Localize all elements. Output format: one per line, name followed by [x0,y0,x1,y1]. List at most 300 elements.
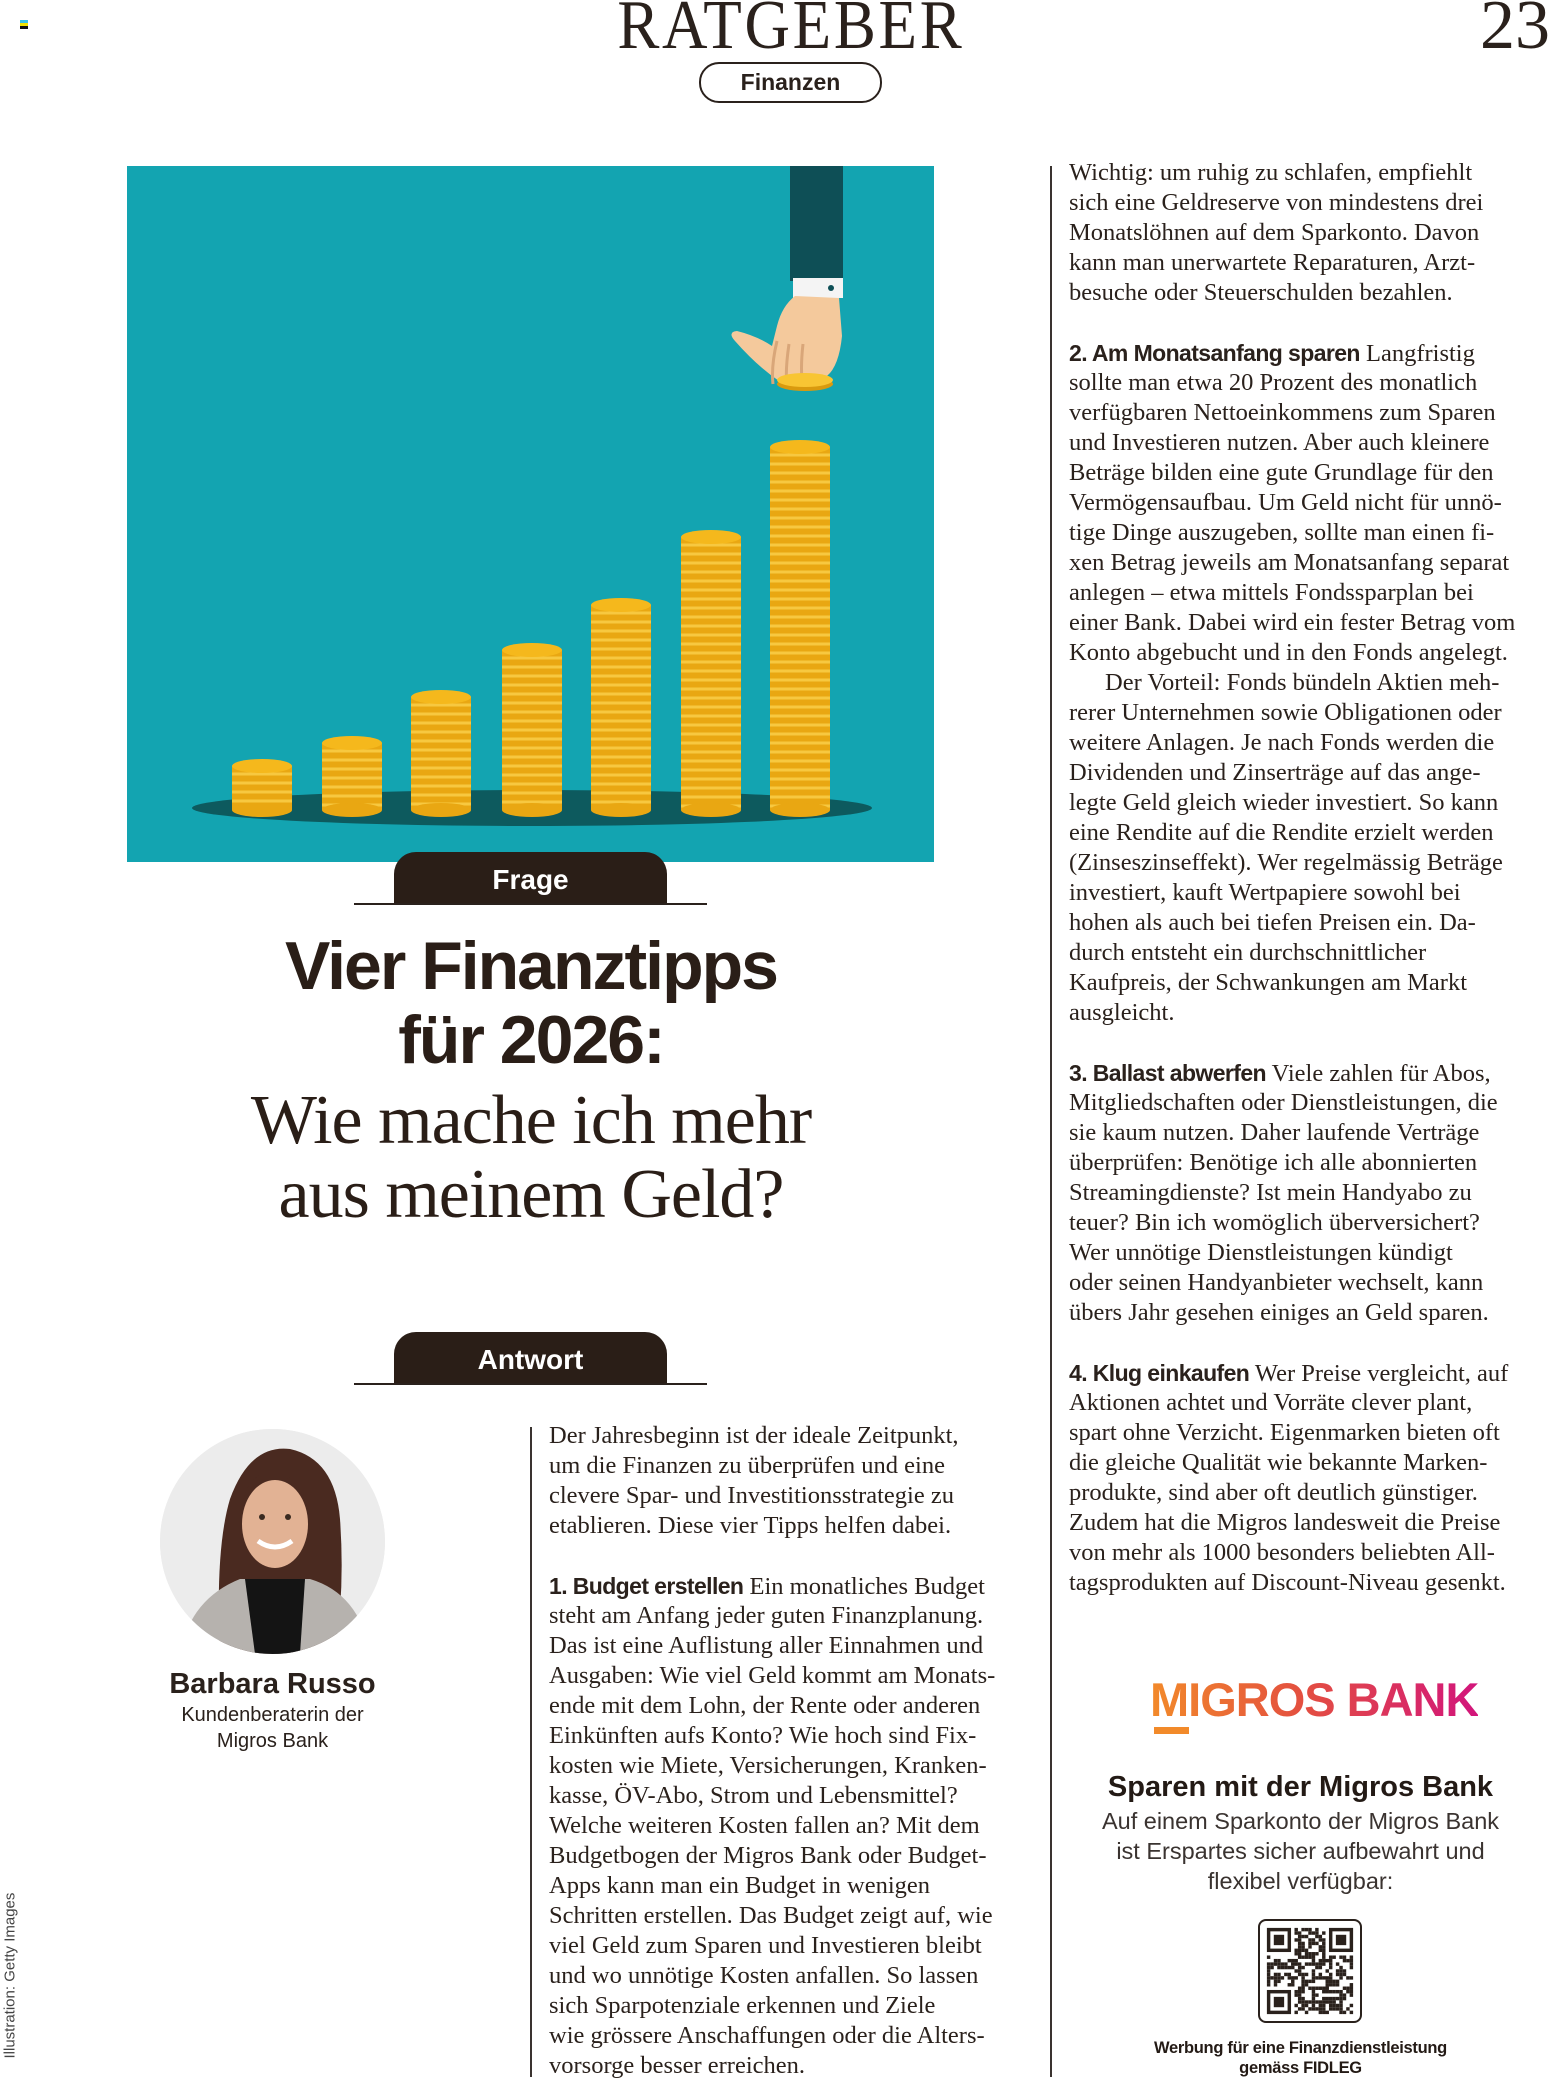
qr-module [1322,1990,1325,1993]
text-line [549,1661,1039,1691]
text-line [1069,158,1550,188]
ad-disclaimer [1051,2038,1550,2078]
text-line-content: Streamingdienste? Ist mein Handyabo zu [1069,1179,1472,1206]
qr-module [1298,1997,1301,2000]
qr-module [1301,1945,1304,1948]
text-line [549,1871,1039,1901]
qr-module [1308,1955,1311,1958]
qr-module [1336,1983,1339,1986]
qr-module [1301,1980,1304,1983]
expert-name: Barbara Russo [169,1668,376,1700]
qr-module [1329,1976,1332,1979]
coin-stack [681,530,741,817]
print-registration-mark [20,20,28,29]
qr-module [1305,1962,1308,1965]
text-line-content: Langfristig [1366,340,1475,367]
qr-module [1298,2000,1301,2003]
qr-module [1298,1966,1301,1969]
qr-module [1288,1973,1291,1976]
qr-module [1322,1997,1325,2000]
qr-module [1281,1976,1284,1979]
qr-module [1298,1955,1301,1958]
qr-module [1315,1962,1318,1965]
text-line-content: hohen als auch bei tiefen Preisen ein. Da- [1069,909,1476,936]
ad-disclaimer-line-2: gemäss FIDLEG [1239,2059,1362,2077]
qr-module [1298,1973,1301,1976]
qr-module [1294,1990,1297,1993]
qr-module [1339,2007,1342,2010]
qr-module [1322,1931,1325,1934]
qr-module [1339,1976,1342,1979]
qr-module [1294,1938,1297,1941]
headline-line-2: für 2026: [398,1002,664,1078]
text-line-content: clevere Spar- und Investitionsstrategie zu [549,1482,954,1509]
qr-module [1301,1935,1304,1938]
text-line-content: legte Geld gleich wieder investiert. So kann [1069,789,1499,816]
ad-text-line: Auf einem Sparkonto der Migros Bank [1101,1808,1500,1834]
qr-module [1312,1955,1315,1958]
migros-bank-logo [1150,1672,1479,1742]
text-line-content: tige Dinge auszugeben, sollte man einen fi- [1069,519,1495,546]
text-line [1069,1148,1550,1178]
image-credit: Illustration: Getty Images [1,1892,19,2059]
text-line-content: von mehr als 1000 besonders beliebten All- [1069,1539,1495,1566]
qr-module [1315,1987,1318,1990]
qr-module [1301,1973,1304,1976]
qr-module [1298,1962,1301,1965]
qr-module [1308,1938,1311,1941]
text-line-content: Schritten erstellen. Das Budget zeigt auf, wie [549,1902,993,1929]
qr-module [1312,1952,1315,1955]
text-line-content: kann man unerwartete Reparaturen, Arzt- [1069,249,1476,276]
text-line [1069,938,1550,968]
qr-module [1281,1966,1284,1969]
qr-module [1308,1952,1311,1955]
text-line-content: xen Betrag jeweils am Monatsanfang separat [1069,549,1510,576]
qr-module [1329,1973,1332,1976]
qr-module [1294,2011,1297,2014]
qr-module [1308,1962,1311,1965]
qr-module [1329,1959,1332,1962]
text-line-content: Wichtig: um ruhig zu schlafen, empfiehlt [1069,159,1473,186]
qr-module [1308,2007,1311,2010]
qr-module [1343,1959,1346,1962]
qr-module [1308,1931,1311,1934]
qr-module [1332,2000,1335,2003]
qr-module [1322,1942,1325,1945]
qr-module [1312,2000,1315,2003]
paragraph-gap [1069,308,1550,338]
text-line [1069,428,1550,458]
qr-module [1319,2000,1322,2003]
text-line [1069,1508,1550,1538]
text-line-content: Dividenden und Zinserträge auf das ange- [1069,759,1481,786]
qr-module [1329,1980,1332,1983]
qr-module [1319,1976,1322,1979]
qr-module [1270,1962,1273,1965]
text-line [1069,518,1550,548]
qr-module [1346,1987,1349,1990]
text-line [1069,218,1550,248]
text-line-content: durch entsteht ein durchschnittlicher [1069,939,1427,966]
text-line-content: tagsprodukten auf Discount-Niveau gesenkt. [1069,1569,1506,1596]
text-line [1069,968,1550,998]
qr-module [1284,1966,1287,1969]
text-line [1069,548,1550,578]
text-line [1069,458,1550,488]
coin-stack [502,643,562,817]
coin-stack [591,598,651,817]
qr-module [1329,1966,1332,1969]
qr-module [1312,1962,1315,1965]
qr-module [1315,1993,1318,1996]
article-column-right [1069,158,1550,1598]
qr-module [1329,2007,1332,2010]
qr-module [1322,2004,1325,2007]
qr-module [1267,1969,1270,1972]
qr-module [1267,1966,1270,1969]
qr-module [1277,1973,1280,1976]
qr-module [1329,1997,1332,2000]
expert-role-line-2: Migros Bank [216,1730,329,1752]
qr-code-icon[interactable] [1258,1919,1362,2023]
qr-module [1315,1966,1318,1969]
ad-text [1051,1806,1550,1896]
qr-module [1326,1980,1329,1983]
qr-module [1312,1993,1315,1996]
text-line [1069,638,1550,668]
text-line [1069,1238,1550,1268]
qr-module [1343,1997,1346,2000]
qr-module [1298,1945,1301,1948]
qr-module [1322,1945,1325,1948]
text-line [1069,1358,1550,1388]
text-line-content: teuer? Bin ich womöglich überversichert? [1069,1209,1480,1236]
qr-module [1315,1928,1318,1931]
qr-module [1294,1962,1297,1965]
text-line [1069,338,1550,368]
qr-module [1350,1962,1353,1965]
qr-module [1339,1966,1342,1969]
ad-heading: Sparen mit der Migros Bank [1107,1771,1494,1803]
text-line [549,1481,1039,1511]
qr-module [1336,2004,1339,2007]
qr-module [1336,1962,1339,1965]
qr-module [1312,2007,1315,2010]
qr-module [1305,1955,1308,1958]
category-badge: Finanzen [699,62,882,103]
qr-module [1336,1980,1339,1983]
qr-module [1305,1952,1308,1955]
qr-module [1343,1993,1346,1996]
tip-heading: 1. Budget erstellen [549,1573,744,1599]
qr-module [1312,1931,1315,1934]
qr-module [1336,1990,1339,1993]
paragraph-gap [549,1541,1039,1571]
text-line [1069,488,1550,518]
qr-module [1274,1973,1277,1976]
subheadline-line-2: aus meinem Geld? [278,1156,784,1233]
qr-module [1332,1997,1335,2000]
text-line-content: etablieren. Diese vier Tipps helfen dabei. [549,1512,952,1539]
text-line [1069,1208,1550,1238]
text-line-content: Mitgliedschaften oder Dienstleistungen, die [1069,1089,1498,1116]
text-line [1069,278,1550,308]
headline-line-1: Vier Finanztipps [285,928,777,1004]
qr-module [1305,1928,1308,1931]
qr-module [1312,1980,1315,1983]
qr-module [1326,1983,1329,1986]
text-line-content: Wer Preise vergleicht, auf [1254,1360,1509,1387]
qr-module [1350,1983,1353,1986]
text-line-content: Apps kann man ein Budget in wenigen [549,1872,931,1899]
text-line-content: sich eine Geldreserve von mindestens drei [1069,189,1484,216]
qr-module [1326,1959,1329,1962]
qr-module [1291,1976,1294,1979]
text-line-content: um die Finanzen zu überprüfen und eine [549,1452,945,1479]
qr-module [1329,1983,1332,1986]
qr-module [1274,1935,1284,1945]
text-line [1069,608,1550,638]
qr-module [1332,1980,1335,1983]
qr-module [1319,1966,1322,1969]
qr-module [1298,1935,1301,1938]
text-line [549,1841,1039,1871]
qr-module [1294,1931,1297,1934]
text-line-content: Kaufpreis, der Schwankungen am Markt [1069,969,1468,996]
qr-module [1294,1993,1297,1996]
qr-module [1267,1980,1270,1983]
qr-module [1319,2011,1322,2014]
qr-module [1288,1976,1291,1979]
qr-module [1346,1959,1349,1962]
qr-module [1308,2000,1311,2003]
text-line-content: überprüfen: Benötige ich alle abonnierten [1069,1149,1478,1176]
text-line-content: Vermögensaufbau. Um Geld nicht für unnö- [1069,489,1502,516]
qr-module [1350,1955,1353,1958]
qr-module [1298,1949,1301,1952]
qr-module [1322,1962,1325,1965]
text-line [1069,1298,1550,1328]
qr-module [1305,2004,1308,2007]
qr-module [1305,1949,1308,1952]
qr-module [1305,2000,1308,2003]
expert-portrait [160,1429,385,1654]
qr-module [1319,1935,1322,1938]
qr-module [1301,2004,1304,2007]
qr-module [1350,1987,1353,1990]
qr-module [1277,1980,1280,1983]
qr-module [1329,2000,1332,2003]
expert-role [100,1702,445,1754]
ad-text-line: flexibel verfügbar: [1207,1868,1394,1894]
text-line [549,1511,1039,1541]
text-line-content: Viele zahlen für Abos, [1271,1060,1491,1087]
text-line-content: Beträge bilden eine gute Grundlage für den [1069,459,1494,486]
qr-module [1312,1997,1315,2000]
qr-module [1294,1952,1297,1955]
qr-module [1277,1959,1280,1962]
qr-module [1267,1976,1270,1979]
qr-module [1315,1976,1318,1979]
qr-module [1294,1928,1297,1931]
qr-module [1343,2011,1346,2014]
qr-module [1322,1938,1325,1941]
text-line [1069,1268,1550,1298]
text-line [549,1721,1039,1751]
divider [354,903,707,905]
qr-module [1343,1973,1346,1976]
text-line-content: Zudem hat die Migros landesweit die Preise [1069,1509,1501,1536]
text-line [549,1751,1039,1781]
text-line-content: Der Vorteil: Fonds bündeln Aktien meh- [1105,669,1500,696]
text-line-content: rerer Unternehmen sowie Obligationen oder [1069,699,1502,726]
qr-module [1291,1983,1294,1986]
tip-heading: 2. Am Monatsanfang sparen [1069,340,1360,366]
qr-module [1322,1949,1325,1952]
qr-module [1336,1935,1346,1945]
qr-module [1319,1987,1322,1990]
qr-module [1308,1987,1311,1990]
text-line-content: investiert, kauft Wertpapiere sowohl bei [1069,879,1461,906]
qr-module [1277,1966,1280,1969]
qr-module [1336,1997,1339,2000]
text-line [549,1991,1039,2021]
text-line [1069,1478,1550,1508]
qr-module [1298,1931,1301,1934]
qr-module [1274,1983,1277,1986]
paragraph-gap [1069,1028,1550,1058]
coin-stack [411,690,471,817]
qr-module [1291,1959,1294,1962]
qr-module [1305,1935,1308,1938]
qr-module [1294,1969,1297,1972]
tip-heading: 4. Klug einkaufen [1069,1360,1250,1386]
text-line [549,1451,1039,1481]
qr-module [1315,2000,1318,2003]
text-line [1069,1058,1550,1088]
text-line-content: ende mit dem Lohn, der Rente oder anderen [549,1692,981,1719]
qr-module [1274,1976,1277,1979]
text-line-content: Einkünften aufs Konto? Wie hoch sind Fix- [549,1722,977,1749]
qr-module [1308,1980,1311,1983]
qr-module [1346,1976,1349,1979]
text-line-content: oder seinen Handyanbieter wechselt, kann [1069,1269,1484,1296]
qr-module [1319,1949,1322,1952]
ad-text-line: ist Erspartes sicher aufbewahrt und [1116,1838,1485,1864]
text-line [1069,248,1550,278]
text-line [1069,188,1550,218]
text-line [549,1961,1039,1991]
text-line [549,1811,1039,1841]
qr-module [1312,1973,1315,1976]
qr-module [1343,1955,1346,1958]
text-line-content: Konto abgebucht und in den Fonds angelegt. [1069,639,1508,666]
text-line [549,1571,1039,1601]
qr-module [1350,1990,1353,1993]
qr-module [1343,1969,1346,1972]
qr-module [1332,2007,1335,2010]
subheadline-line-1: Wie mache ich mehr [250,1082,812,1159]
coin-stack [232,759,292,817]
qr-module [1298,1938,1301,1941]
qr-module [1312,1990,1315,1993]
qr-module [1277,1962,1280,1965]
qr-module [1301,1987,1304,1990]
text-line [549,2021,1039,2051]
qr-module [1339,1973,1342,1976]
text-line-content: spart ohne Verzicht. Eigenmarken bieten oft [1069,1419,1500,1446]
qr-module [1312,1942,1315,1945]
qr-module [1281,1962,1284,1965]
qr-module [1346,2007,1349,2010]
qr-module [1298,2007,1301,2010]
qr-module [1274,1980,1277,1983]
qr-module [1270,1976,1273,1979]
qr-module [1350,2011,1353,2014]
logo-text: MIGROS BANK [1150,1673,1479,1726]
qr-module [1267,1955,1270,1958]
qr-module [1315,1942,1318,1945]
qr-module [1294,1959,1297,1962]
qr-module [1267,1962,1270,1965]
qr-module [1322,1987,1325,1990]
qr-module [1319,2004,1322,2007]
text-line-content: kosten wie Miete, Versicherungen, Kranken- [549,1752,987,1779]
text-line [549,1901,1039,1931]
qr-module [1301,1983,1304,1986]
qr-module [1326,2000,1329,2003]
qr-module [1312,1987,1315,1990]
text-line-content: vorsorge besser erreichen. [549,2052,806,2079]
qr-module [1298,1987,1301,1990]
qr-module [1350,1966,1353,1969]
article-column-middle [549,1421,1039,2081]
column-rule [530,1427,532,2077]
qr-module [1339,1969,1342,1972]
qr-module [1315,1952,1318,1955]
text-line [1069,998,1550,1028]
text-line [1069,698,1550,728]
qr-module [1274,1959,1277,1962]
qr-module [1326,1976,1329,1979]
qr-module [1326,1990,1329,1993]
qr-module [1326,1969,1329,1972]
text-line [1069,1118,1550,1148]
text-line [1069,728,1550,758]
qr-module [1315,2007,1318,2010]
qr-module [1322,2000,1325,2003]
text-line [1069,1538,1550,1568]
coin-stacks-illustration [127,166,934,862]
qr-module [1326,1987,1329,1990]
qr-module [1339,2004,1342,2007]
qr-module [1319,1938,1322,1941]
qr-module [1315,1935,1318,1938]
qr-module [1312,2004,1315,2007]
text-line-content: eine Rendite auf die Rendite erzielt werden [1069,819,1494,846]
text-line-content: weitere Anlagen. Je nach Fonds werden die [1069,729,1495,756]
qr-module [1305,1983,1308,1986]
qr-module [1291,1962,1294,1965]
text-line [549,1421,1039,1451]
qr-module [1294,2004,1297,2007]
qr-module [1301,1949,1304,1952]
coin-stack [322,736,382,817]
qr-module [1322,2011,1325,2014]
qr-module [1298,1942,1301,1945]
text-line [549,1631,1039,1661]
